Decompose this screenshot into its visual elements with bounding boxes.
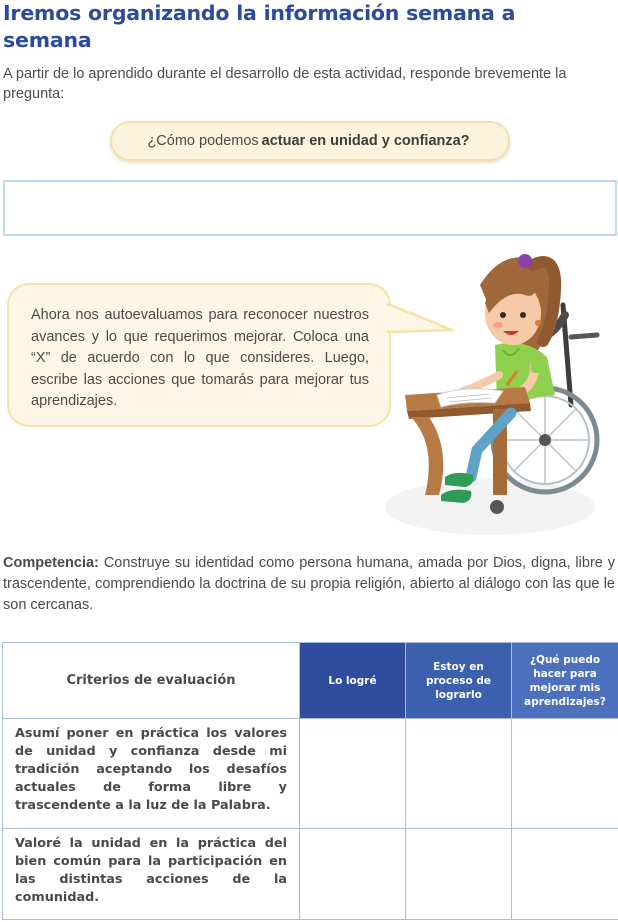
in-process-cell[interactable] [406,829,512,920]
speech-bubble-text: Ahora nos autoevaluamos para reconocer nuestros avances y lo que requerimos mejorar. Coloca una “X” de acuerdo con lo que consideres. Luego, escribe las acciones que tomarás para mejorar tus aprendizajes. [31,307,369,409]
girl-wheelchair-illustration [385,245,610,540]
question-pill [110,121,510,161]
criterion-cell: Valoré la unidad en la práctica del bien común para la participación en las distintas acciones de la comunidad. [3,829,300,920]
competency-description: Construye su identidad como persona humana, amada por Dios, digna, libre y trascendente, comprendiendo la doctrina de su propia religión, abierto al diálogo con las que le son cercanas. [3,555,616,613]
table-header-row [3,643,618,719]
question-bold: actuar en unidad y confianza? [261,133,470,149]
header-in-process: Estoy en proceso de lograrlo [406,643,512,719]
achieved-cell[interactable] [300,829,406,920]
improve-cell[interactable] [512,829,618,920]
page-title: Iremos organizando la información semana a semana [3,1,516,52]
intro-text: A partir de lo aprendido durante el desarrollo de esta actividad, responde brevemente la pregunta: [3,66,567,102]
in-process-cell[interactable] [406,719,512,829]
improve-cell[interactable] [512,719,618,829]
header-criteria: Criterios de evaluación [3,643,300,719]
table-row [3,829,618,920]
evaluation-table [2,642,618,920]
header-achieved: Lo logré [300,643,406,719]
speech-bubble [7,283,391,427]
competency-text [3,553,615,616]
table-row [3,719,618,829]
header-improve: ¿Qué puedo hacer para mejorar mis aprendizajes? [512,643,618,719]
criterion-cell: Asumí poner en práctica los valores de unidad y confianza desde mi tradición aceptando los desafíos actuales de forma libre y trascendente a la luz de la Palabra. [3,719,300,829]
achieved-cell[interactable] [300,719,406,829]
answer-box[interactable] [3,180,617,236]
question-prefix: ¿Cómo podemos [147,133,259,149]
competency-label: Competencia: [3,555,99,571]
